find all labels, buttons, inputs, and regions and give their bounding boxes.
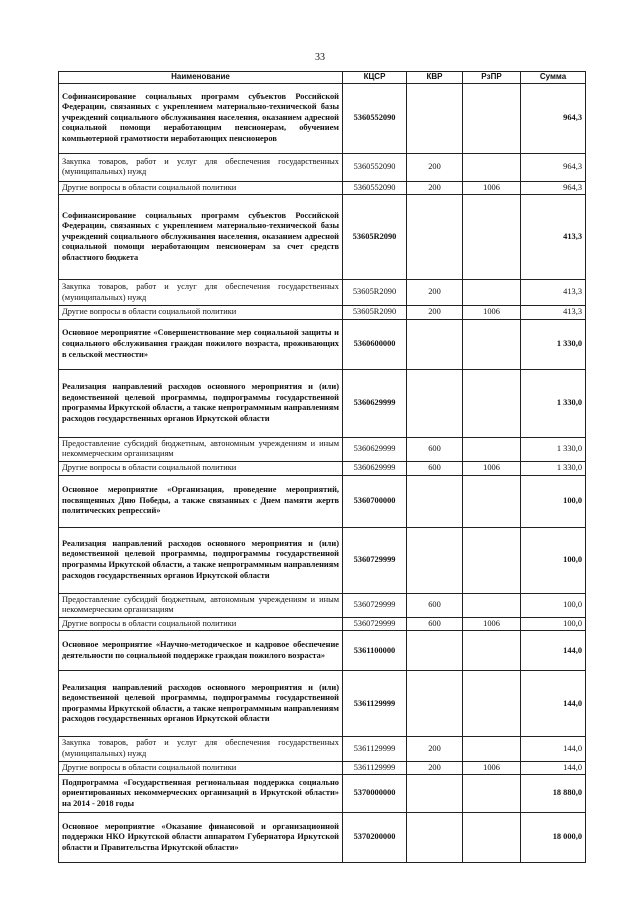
row-kvr [407, 813, 463, 863]
row-kcsr: 5360600000 [343, 319, 407, 369]
row-rzpr [463, 737, 521, 761]
row-rzpr [463, 437, 521, 461]
row-sum: 1 330,0 [521, 369, 586, 437]
row-kvr [407, 319, 463, 369]
row-sum: 1 330,0 [521, 461, 586, 475]
row-sum: 144,0 [521, 671, 586, 737]
row-sum: 413,3 [521, 280, 586, 306]
row-kvr [407, 775, 463, 813]
row-kcsr: 5360729999 [343, 593, 407, 617]
row-rzpr [463, 593, 521, 617]
row-sum: 100,0 [521, 475, 586, 527]
row-kvr: 600 [407, 437, 463, 461]
row-name: Основное мероприятие «Совершенствование мер социальной защиты и социального обслуживания граждан пожилого возраста, проживающих в сельской местности» [59, 319, 343, 369]
row-rzpr: 1006 [463, 181, 521, 195]
row-sum: 18 880,0 [521, 775, 586, 813]
row-sum: 964,3 [521, 83, 586, 153]
row-name: Софинансирование социальных программ субъектов Российской Федерации, связанных с укреплением материально-технической базы учреждений социального обслуживания населения, оказанием адресной социальной помощи неработающим пенсионерам за счет средств областного бюджета [59, 195, 343, 280]
row-name: Основное мероприятие «Оказание финансовой и организационной поддержки НКО Иркутской области аппаратом Губернатора Иркутской области и Правительства Иркутской области» [59, 813, 343, 863]
row-sum: 144,0 [521, 737, 586, 761]
row-rzpr [463, 527, 521, 593]
table-row [59, 737, 586, 761]
table-row [59, 593, 586, 617]
column-header-kcsr: КЦСР [343, 72, 407, 84]
row-kcsr: 5360552090 [343, 83, 407, 153]
row-sum: 100,0 [521, 527, 586, 593]
row-kcsr: 5360629999 [343, 369, 407, 437]
row-kcsr: 53605R2090 [343, 306, 407, 320]
row-name: Закупка товаров, работ и услуг для обеспечения государственных (муниципальных) нужд [59, 280, 343, 306]
table-row [59, 475, 586, 527]
row-kvr [407, 83, 463, 153]
table-row [59, 631, 586, 671]
row-rzpr [463, 671, 521, 737]
row-sum: 18 000,0 [521, 813, 586, 863]
row-rzpr [463, 153, 521, 181]
row-kcsr: 5361129999 [343, 737, 407, 761]
row-name: Предоставление субсидий бюджетным, автономным учреждениям и иным некоммерческим организациям [59, 593, 343, 617]
row-sum: 413,3 [521, 306, 586, 320]
row-name: Подпрограмма «Государственная региональная поддержка социально ориентированных некоммерческих организаций в Иркутской области» на 2014 - 2018 годы [59, 775, 343, 813]
row-kcsr: 5370000000 [343, 775, 407, 813]
row-kvr: 200 [407, 181, 463, 195]
row-rzpr: 1006 [463, 461, 521, 475]
table-row [59, 437, 586, 461]
row-rzpr: 1006 [463, 761, 521, 775]
row-kcsr: 5360729999 [343, 527, 407, 593]
row-name: Реализация направлений расходов основного мероприятия и (или) ведомственной целевой программы, подпрограммы государственной программы Иркутской области, а также непрограммным направлениям расходов государственных органов Иркутской области [59, 671, 343, 737]
row-kcsr: 5360629999 [343, 461, 407, 475]
row-kvr: 200 [407, 280, 463, 306]
row-kcsr: 5360552090 [343, 181, 407, 195]
row-kcsr: 53605R2090 [343, 195, 407, 280]
row-sum: 1 330,0 [521, 319, 586, 369]
row-rzpr [463, 319, 521, 369]
row-name: Другие вопросы в области социальной политики [59, 181, 343, 195]
row-rzpr [463, 813, 521, 863]
row-rzpr [463, 280, 521, 306]
row-name: Закупка товаров, работ и услуг для обеспечения государственных (муниципальных) нужд [59, 153, 343, 181]
row-rzpr [463, 83, 521, 153]
row-sum: 1 330,0 [521, 437, 586, 461]
row-kvr: 200 [407, 153, 463, 181]
row-rzpr: 1006 [463, 617, 521, 631]
row-sum: 413,3 [521, 195, 586, 280]
row-rzpr [463, 369, 521, 437]
row-rzpr [463, 475, 521, 527]
table-row [59, 195, 586, 280]
table-row [59, 761, 586, 775]
table-row [59, 813, 586, 863]
row-name: Другие вопросы в области социальной политики [59, 761, 343, 775]
row-kvr: 600 [407, 461, 463, 475]
page-number: 33 [315, 52, 325, 63]
row-sum: 100,0 [521, 617, 586, 631]
row-kcsr: 5360629999 [343, 437, 407, 461]
row-kvr [407, 631, 463, 671]
table-row [59, 306, 586, 320]
row-name: Основное мероприятие «Научно-методическое и кадровое обеспечение деятельности по социальной поддержке граждан пожилого возраста» [59, 631, 343, 671]
row-name: Предоставление субсидий бюджетным, автономным учреждениям и иным некоммерческим организациям [59, 437, 343, 461]
row-rzpr [463, 631, 521, 671]
row-kvr: 600 [407, 617, 463, 631]
row-name: Другие вопросы в области социальной политики [59, 306, 343, 320]
row-kvr: 200 [407, 306, 463, 320]
row-name: Основное мероприятие «Организация, проведение мероприятий, посвященных Дню Победы, а также связанных с Днем памяти жертв политических репрессий» [59, 475, 343, 527]
row-kcsr: 5370200000 [343, 813, 407, 863]
table-header-row [59, 72, 586, 84]
column-header-kvr: КВР [407, 72, 463, 84]
row-kcsr: 5360700000 [343, 475, 407, 527]
row-name: Другие вопросы в области социальной политики [59, 461, 343, 475]
table-row [59, 671, 586, 737]
row-kcsr: 5360552090 [343, 153, 407, 181]
row-kvr [407, 195, 463, 280]
table-row [59, 181, 586, 195]
table-row [59, 527, 586, 593]
row-kvr [407, 475, 463, 527]
row-rzpr: 1006 [463, 306, 521, 320]
column-header-name: Наименование [59, 72, 343, 84]
table-row [59, 461, 586, 475]
row-sum: 144,0 [521, 631, 586, 671]
row-kcsr: 5361129999 [343, 671, 407, 737]
table-row [59, 83, 586, 153]
row-name: Реализация направлений расходов основного мероприятия и (или) ведомственной целевой программы, подпрограммы государственной программы Иркутской области, а также непрограммным направлениям расходов государственных органов Иркутской области [59, 369, 343, 437]
row-kvr: 200 [407, 737, 463, 761]
table-row [59, 280, 586, 306]
column-header-rzpr: РзПР [463, 72, 521, 84]
table-row [59, 369, 586, 437]
row-name: Закупка товаров, работ и услуг для обеспечения государственных (муниципальных) нужд [59, 737, 343, 761]
row-kvr: 600 [407, 593, 463, 617]
table-row [59, 153, 586, 181]
table-row [59, 319, 586, 369]
row-kcsr: 5361100000 [343, 631, 407, 671]
row-name: Реализация направлений расходов основного мероприятия и (или) ведомственной целевой программы, подпрограммы государственной программы Иркутской области, а также непрограммным направлениям расходов государственных органов Иркутской области [59, 527, 343, 593]
row-sum: 964,3 [521, 181, 586, 195]
row-kvr [407, 671, 463, 737]
row-sum: 144,0 [521, 761, 586, 775]
row-kvr [407, 527, 463, 593]
row-kcsr: 5360729999 [343, 617, 407, 631]
row-rzpr [463, 775, 521, 813]
row-sum: 964,3 [521, 153, 586, 181]
column-header-sum: Сумма [521, 72, 586, 84]
row-kvr: 200 [407, 761, 463, 775]
row-kcsr: 5361129999 [343, 761, 407, 775]
row-name: Другие вопросы в области социальной политики [59, 617, 343, 631]
table-row [59, 617, 586, 631]
row-sum: 100,0 [521, 593, 586, 617]
row-kcsr: 53605R2090 [343, 280, 407, 306]
row-rzpr [463, 195, 521, 280]
row-name: Софинансирование социальных программ субъектов Российской Федерации, связанных с укреплением материально-технической базы учреждений социального обслуживания населения, оказанием адресной социальной помощи неработающим пенсионерам, обучением компьютерной грамотности неработающих пенсионеров [59, 83, 343, 153]
table-row [59, 775, 586, 813]
row-kvr [407, 369, 463, 437]
budget-table [58, 71, 586, 863]
